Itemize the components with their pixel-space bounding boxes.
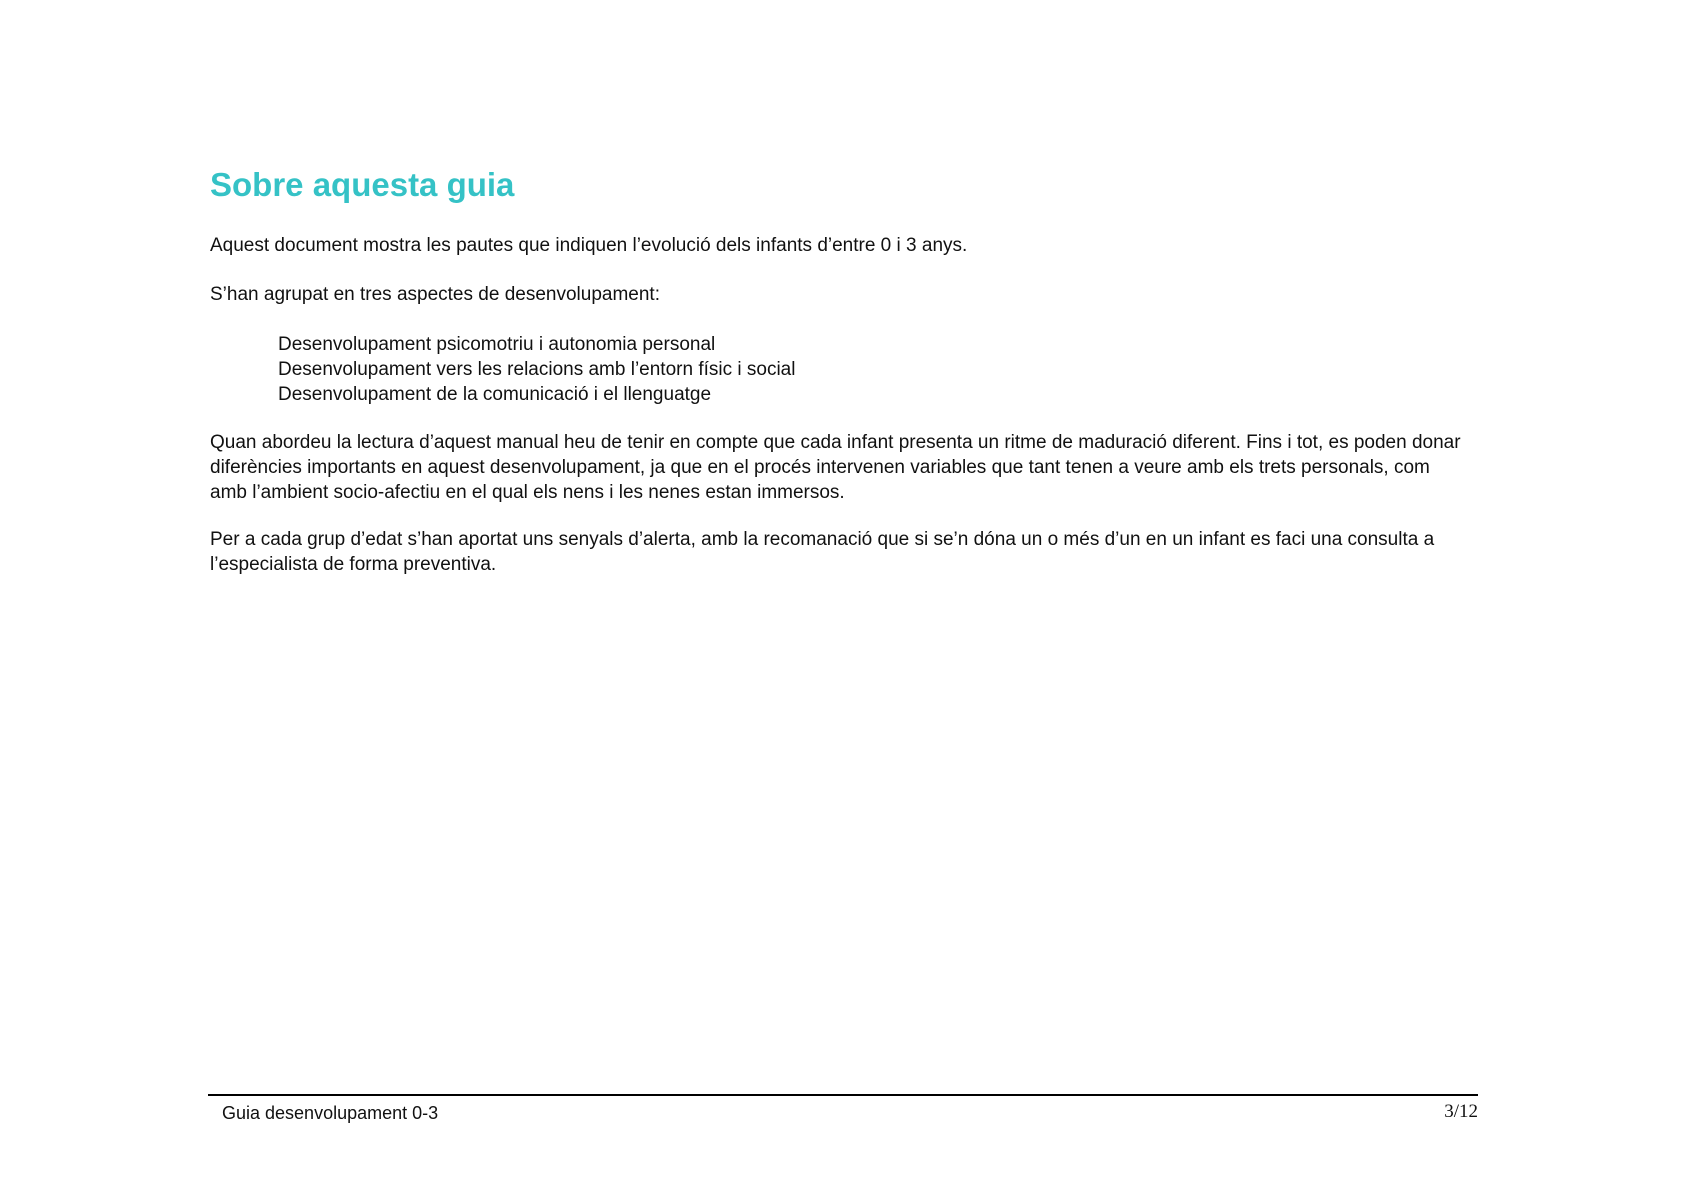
paragraph-alert-signals: Per a cada grup d’edat s’han aportat uns senyals d’alerta, amb la recomanació que si se’n dóna un o més d’un en un infant es faci una consulta a l’especialista de forma preventiva. — [210, 529, 1435, 575]
footer-page-number: 3/12 — [1444, 1101, 1478, 1122]
list-item: Desenvolupament de la comunicació i el llenguatge — [278, 384, 712, 405]
footer-document-title: Guia desenvolupament 0-3 — [222, 1103, 439, 1123]
paragraph-grouping: S’han agrupat en tres aspectes de desenvolupament: — [210, 284, 660, 305]
list-item: Desenvolupament vers les relacions amb l’entorn físic i social — [278, 359, 796, 380]
paragraph-reading-note: Quan abordeu la lectura d’aquest manual heu de tenir en compte que cada infant presenta un ritme de maduració diferent. Fins i tot, es poden donar diferències importants en aquest desenvolupament, ja que en el procés intervenen variables que tant tenen a veure amb els trets personals, com amb l’ambient socio-afectiu en el qual els nens i les nenes estan immersos. — [210, 432, 1461, 503]
paragraph-intro: Aquest document mostra les pautes que indiquen l’evolució dels infants d’entre 0 i 3 anys. — [210, 235, 968, 256]
development-aspects-list — [210, 332, 1470, 407]
page-content — [210, 0, 1470, 577]
page-title: Sobre aquesta guia — [210, 166, 515, 203]
page-footer — [208, 1094, 1478, 1124]
list-item: Desenvolupament psicomotriu i autonomia personal — [278, 334, 716, 355]
